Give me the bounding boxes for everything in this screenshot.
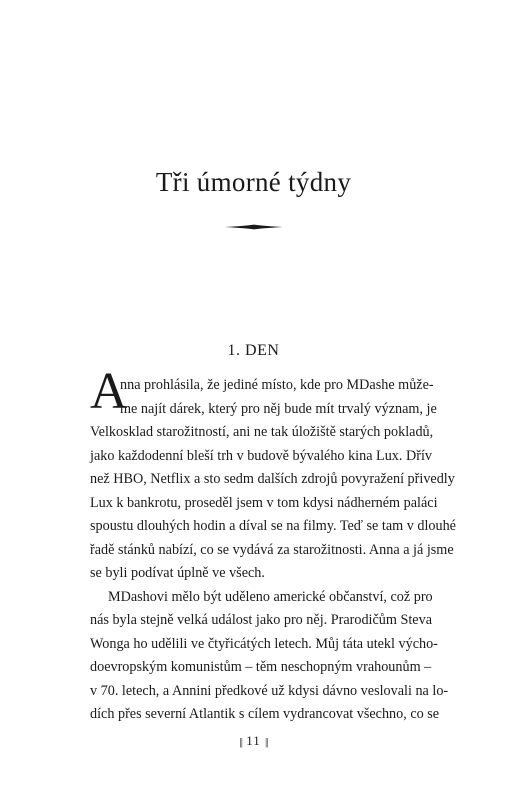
text-line: Wonga ho udělili ve čtyřicátých letech. Můj táta utekl výcho- xyxy=(90,635,438,652)
text-line: nás byla stejně velká událost jako pro něj. Prarodičům Steva xyxy=(90,612,432,628)
text-line: Lux k bankrotu, proseděl jsem v tom kdysi nádherném paláci xyxy=(90,494,438,511)
text-line: spoustu dlouhých hodin a díval se na filmy. Teď se tam v dlouhé xyxy=(90,518,456,534)
text-line: jako každodenní bleší trh v budově bývalého kina Lux. Dřív xyxy=(90,447,432,464)
ornament-divider xyxy=(225,224,283,230)
chapter-title: Tři úmorné týdny xyxy=(155,167,352,197)
text-line: me najít dárek, který pro něj bude mít trvalý význam, je xyxy=(120,400,437,417)
page-number-footer xyxy=(0,733,507,749)
text-line: nna prohlásila, že jediné místo, kde pro MDashe může- xyxy=(120,377,434,393)
text-line: se byli podívat úplně ve všech. xyxy=(90,565,265,581)
text-line: než HBO, Netflix a sto sedm dalších zdrojů povyražení přivedly xyxy=(90,471,455,487)
page-number: 11 xyxy=(246,733,261,748)
folio-right-mark: || xyxy=(265,736,268,748)
body-text xyxy=(90,374,456,727)
text-line: Velkosklad starožitností, ani ne tak úložiště starých pokladů, xyxy=(90,424,434,440)
section-heading: 1. DEN xyxy=(227,342,280,359)
text-line: doevropským komunistům – těm neschopným vrahounům – xyxy=(90,659,432,675)
text-line: dích přes severní Atlantik s cílem vydrancovat všechno, co se xyxy=(90,706,440,722)
folio-left-mark: || xyxy=(239,736,242,748)
text-line: řadě stánků nabízí, co se vydává za starožitnosti. Anna a já jsme xyxy=(90,541,454,558)
text-line: MDashovi mělo být uděleno americké občanství, což pro xyxy=(108,588,433,605)
text-line: v 70. letech, a Annini předkové už kdysi dávno veslovali na lo- xyxy=(90,682,449,699)
drop-cap: A xyxy=(90,363,128,420)
